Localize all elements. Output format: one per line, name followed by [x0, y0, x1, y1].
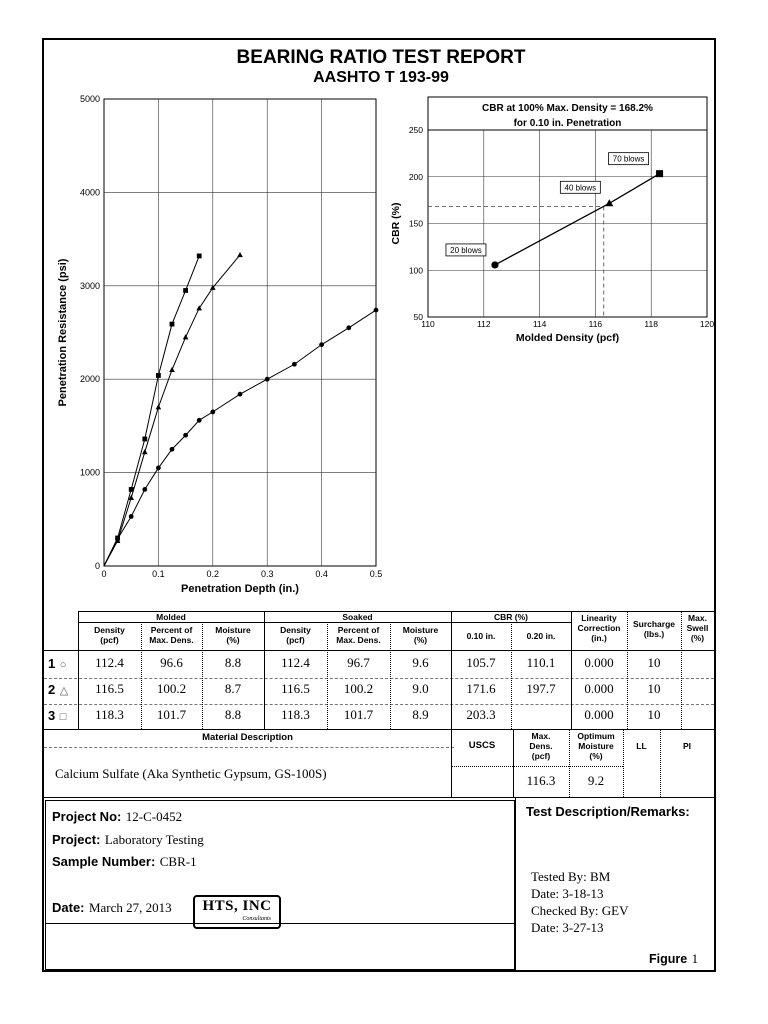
y-tick-label: 4000 [79, 187, 100, 198]
blows-label: 40 blows [564, 183, 597, 193]
project-no-row: Project No: 12-C-0452 [52, 809, 183, 824]
table-cell-m_moist: 8.8 [224, 655, 242, 670]
soaked-percent-header: Percent of Max. Dens. [336, 625, 381, 645]
pi-header: PI [682, 741, 692, 751]
cbr-020-header: 0.20 in. [526, 631, 556, 641]
y-tick-label: 50 [413, 312, 423, 322]
figure-number: 1 [691, 951, 699, 966]
cbr-chart-title: CBR at 100% Max. Density = 168.2% [482, 103, 653, 114]
table-cell-m_pct: 100.2 [156, 681, 187, 696]
table-cell-s_density: 118.3 [281, 707, 310, 722]
table-cell-sur: 10 [647, 707, 661, 722]
table-cell-s_density: 112.4 [281, 655, 310, 670]
max-dens-header: Max. Dens. (pcf) [529, 731, 553, 761]
table-cell-cbr010: 171.6 [466, 681, 496, 696]
soaked-header: Soaked [342, 612, 373, 622]
table-cell-s_pct: 100.2 [343, 681, 374, 696]
material-header: Material Description [202, 732, 293, 743]
report-title: BEARING RATIO TEST REPORT [236, 47, 526, 68]
table-cell-sur: 10 [647, 655, 661, 670]
blows-label: 20 blows [450, 245, 482, 255]
remarks-header: Test Description/Remarks: [526, 804, 690, 819]
soaked-density-header: Density (pcf) [280, 625, 311, 645]
table-cell-m_density: 112.4 [95, 655, 124, 670]
table-cell-m_density: 118.3 [95, 707, 124, 722]
opt-moisture-header: Optimum Moisture (%) [577, 731, 615, 761]
molded-moisture-header: Moisture (%) [215, 625, 251, 645]
sample-number-row: Sample Number: CBR-1 [52, 854, 197, 869]
y-tick-label: 2000 [79, 374, 100, 385]
x-tick-label: 116 [588, 319, 603, 329]
y-tick-label: 5000 [79, 94, 100, 104]
table-cell-m_density: 116.5 [95, 681, 124, 696]
table-cell-cbr020: 197.7 [526, 681, 556, 696]
y-tick-label: 150 [408, 218, 423, 229]
x-tick-label: 112 [477, 319, 491, 329]
remarks-line: Date: 3-27-13 [531, 920, 604, 935]
y-tick-label: 0 [94, 561, 100, 571]
x-tick-label: 0.4 [315, 569, 328, 579]
cbr-point [605, 199, 613, 206]
ll-header: LL [636, 741, 647, 751]
table-cell-cbr010: 203.3 [466, 707, 496, 722]
table-cell-cbr010: 105.7 [466, 655, 496, 670]
x-tick-label: 0.5 [369, 569, 383, 579]
cbr-header: CBR (%) [494, 612, 528, 622]
x-tick-label: 0.3 [260, 569, 274, 579]
x-tick-label: 0.2 [206, 569, 220, 579]
molded-percent-header: Percent of Max. Dens. [149, 625, 194, 645]
table-cell-s_moist: 9.0 [412, 681, 429, 696]
uscs-header: USCS [468, 740, 496, 751]
table-cell-s_moist: 9.6 [412, 655, 429, 670]
project-name: Laboratory Testing [104, 832, 204, 847]
y-tick-label: 100 [408, 265, 423, 276]
company-logo: HTS, INC Consultants [193, 895, 281, 929]
opt-moisture-value: 9.2 [587, 773, 605, 788]
x-axis-label: Penetration Depth (in.) [181, 583, 299, 595]
remarks-line: Date: 3-18-13 [531, 886, 604, 901]
molded-density-header: Density (pcf) [94, 625, 125, 645]
table-cell-s_moist: 8.9 [412, 707, 429, 722]
x-tick-label: 110 [421, 319, 435, 329]
y-axis-label: CBR (%) [390, 202, 402, 245]
table-cell-sur: 10 [647, 681, 661, 696]
y-tick-label: 1000 [79, 467, 100, 478]
row-number: 3 □ [48, 708, 67, 723]
table-cell-lin: 0.000 [584, 681, 614, 696]
cbr-point [491, 261, 498, 268]
sample-number: CBR-1 [159, 854, 197, 869]
table-cell-s_density: 116.5 [281, 681, 310, 696]
x-tick-label: 114 [532, 319, 547, 329]
project-no: 12-C-0452 [125, 809, 183, 824]
date-row: Date: March 27, 2013 [52, 900, 172, 915]
row-number: 2 △ [48, 682, 69, 697]
material-description: Calcium Sulfate (Aka Synthetic Gypsum, GS-100S) [55, 766, 327, 781]
surcharge-header: Surcharge (lbs.) [632, 619, 676, 639]
table-cell-cbr020: 110.1 [526, 655, 556, 670]
cbr-chart-subtitle: for 0.10 in. Penetration [513, 118, 622, 129]
x-tick-label: 0 [101, 569, 107, 579]
report-date: March 27, 2013 [88, 900, 172, 915]
x-tick-label: 0.1 [152, 569, 165, 579]
x-tick-label: 120 [699, 319, 715, 329]
table-cell-s_pct: 101.7 [343, 707, 374, 722]
x-tick-label: 118 [644, 319, 658, 329]
y-tick-label: 250 [408, 125, 423, 135]
figure-label-row: Figure 1 [649, 951, 699, 966]
remarks-line: Tested By: BM [531, 869, 611, 884]
y-tick-label: 3000 [79, 280, 100, 291]
table-cell-m_pct: 96.6 [160, 655, 183, 670]
swell-header: Max. Swell (%) [686, 613, 709, 643]
table-cell-m_moist: 8.7 [224, 681, 242, 696]
x-axis-label: Molded Density (pcf) [515, 332, 620, 344]
max-dens-value: 116.3 [526, 773, 556, 788]
blows-label: 70 blows [612, 154, 645, 164]
row-number: 1 ○ [48, 656, 67, 671]
project-name-row: Project: Laboratory Testing [52, 832, 204, 847]
y-axis-label: Penetration Resistance (psi) [57, 258, 69, 407]
y-tick-label: 200 [408, 171, 423, 182]
cbr-point [656, 170, 663, 177]
table-cell-lin: 0.000 [584, 707, 614, 722]
table-cell-lin: 0.000 [584, 655, 614, 670]
molded-header: Molded [156, 612, 186, 622]
cbr-010-header: 0.10 in. [466, 631, 496, 641]
remarks-line: Checked By: GEV [531, 903, 629, 918]
table-cell-s_pct: 96.7 [347, 655, 370, 670]
report-subtitle: AASHTO T 193-99 [313, 69, 449, 86]
linearity-header: Linearity Correction (in.) [577, 613, 621, 643]
table-cell-m_pct: 101.7 [156, 707, 187, 722]
table-cell-m_moist: 8.8 [224, 707, 242, 722]
soaked-moisture-header: Moisture (%) [402, 625, 439, 645]
